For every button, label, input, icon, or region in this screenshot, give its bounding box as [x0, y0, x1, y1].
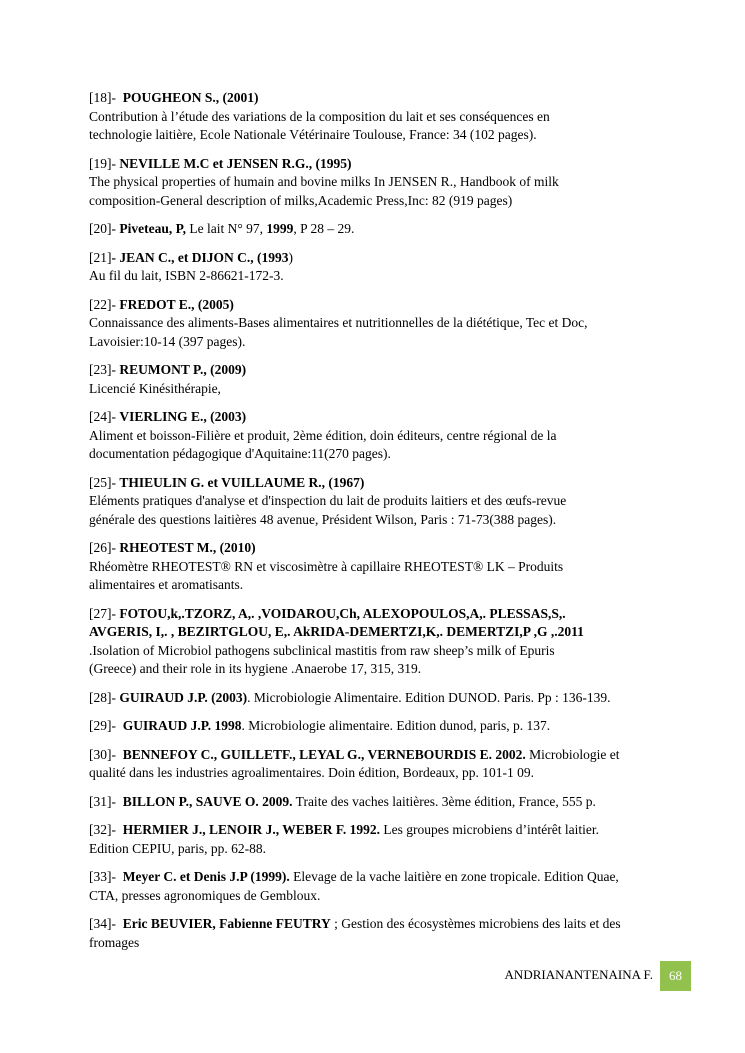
- reference-item: [89, 746, 689, 783]
- reference-line: Edition CEPIU, paris, pp. 62-88.: [89, 840, 266, 856]
- reference-text: ): [288, 249, 293, 265]
- reference-authors: GUIRAUD J.P. (2003): [119, 689, 248, 705]
- reference-id: [28]-: [89, 689, 116, 705]
- reference-item: [89, 689, 689, 708]
- reference-line: CTA, presses agronomiques de Gembloux.: [89, 887, 321, 903]
- reference-text: , P 28 – 29.: [293, 221, 355, 236]
- reference-id: [27]-: [89, 605, 116, 621]
- reference-id: [18]-: [89, 90, 116, 105]
- reference-line: Connaissance des aliments-Bases alimentaires et nutritionnelles de la diététique, Tec et Doc,: [89, 315, 588, 330]
- reference-id: [34]-: [89, 916, 116, 931]
- reference-authors: VIERLING E., (2003): [119, 409, 247, 424]
- reference-id: [23]-: [89, 362, 116, 377]
- reference-line: Licencié Kinésithérapie,: [89, 380, 221, 396]
- reference-authors: FOTOU,k,.TZORZ, A,. ,VOIDAROU,Ch, ALEXOPOULOS,A,. PLESSAS,S,.: [119, 605, 566, 621]
- reference-id: [33]-: [89, 869, 116, 884]
- reference-item: [89, 539, 689, 595]
- reference-text: Traite des vaches laitières. 3ème édition, France, 555 p.: [292, 793, 596, 809]
- reference-item: [89, 220, 689, 239]
- reference-item: [89, 793, 689, 812]
- reference-authors: NEVILLE M.C et JENSEN R.G., (1995): [119, 155, 352, 171]
- reference-line: technologie laitière, Ecole Nationale Vétérinaire Toulouse, France: 34 (102 pages).: [89, 127, 537, 142]
- reference-text: ; Gestion des écosystèmes microbiens des laits et des: [330, 916, 621, 931]
- reference-authors: BENNEFOY C., GUILLETF., LEYAL G., VERNEBOURDIS E. 2002.: [122, 746, 526, 762]
- reference-list: [89, 89, 689, 962]
- reference-line: .Isolation of Microbiol pathogens subclinical mastitis from raw sheep’s milk of Epuris: [89, 642, 555, 658]
- reference-text: Elevage de la vache laitière en zone tropicale. Edition Quae,: [289, 869, 619, 884]
- reference-id: [19]-: [89, 155, 116, 171]
- reference-authors: THIEULIN G. et VUILLAUME R., (1967): [119, 474, 365, 490]
- reference-line: Aliment et boisson-Filière et produit, 2ème édition, doin éditeurs, centre régional de la: [89, 427, 557, 443]
- reference-id: [24]-: [89, 409, 116, 424]
- reference-authors: AVGERIS, I,. , BEZIRTGLOU, E,. AkRIDA-DEMERTZI,K,. DEMERTZI,P ,G ,.2011: [89, 624, 584, 639]
- reference-line: générale des questions laitières 48 avenue, Président Wilson, Paris : 71-73(388 pages).: [89, 511, 557, 527]
- page-footer: [0, 961, 745, 991]
- reference-authors: REUMONT P., (2009): [119, 362, 247, 377]
- reference-text: . Microbiologie Alimentaire. Edition DUNOD. Paris. Pp : 136-139.: [247, 689, 611, 705]
- reference-item: [89, 605, 689, 679]
- reference-id: [22]-: [89, 296, 116, 312]
- reference-item: [89, 296, 689, 352]
- reference-item: [89, 249, 689, 286]
- reference-year: 1999: [266, 221, 294, 236]
- reference-item: [89, 717, 689, 736]
- reference-line: Rhéomètre RHEOTEST® RN et viscosimètre à capillaire RHEOTEST® LK – Produits: [89, 558, 564, 574]
- reference-item: [89, 89, 689, 145]
- reference-id: [26]-: [89, 540, 116, 555]
- reference-line: qualité dans les industries agroalimentaires. Doin édition, Bordeaux, pp. 101-1 09.: [89, 765, 535, 780]
- reference-line: Eléments pratiques d'analyse et d'inspection du lait de produits laitiers et des œufs-revue: [89, 493, 567, 508]
- reference-line: documentation pédagogique d'Aquitaine:11(270 pages).: [89, 446, 391, 461]
- reference-id: [30]-: [89, 746, 116, 762]
- reference-line: Lavoisier:10-14 (397 pages).: [89, 333, 246, 349]
- reference-line: composition-General description of milks,Academic Press,Inc: 82 (919 pages): [89, 192, 513, 208]
- reference-line: Contribution à l’étude des variations de la composition du lait et ses conséquences en: [89, 108, 550, 124]
- reference-line: (Greece) and their role in its hygiene .Anaerobe 17, 315, 319.: [89, 661, 422, 676]
- reference-item: [89, 408, 689, 464]
- reference-text: . Microbiologie alimentaire. Edition dunod, paris, p. 137.: [241, 718, 551, 733]
- reference-id: [29]-: [89, 718, 116, 733]
- reference-line: Au fil du lait, ISBN 2-86621-172-3.: [89, 268, 284, 283]
- reference-line: fromages: [89, 934, 140, 950]
- reference-authors: POUGHEON S., (2001): [122, 90, 259, 105]
- reference-item: [89, 868, 689, 905]
- reference-authors: HERMIER J., LENOIR J., WEBER F. 1992.: [122, 822, 381, 837]
- reference-item: [89, 361, 689, 398]
- reference-authors: RHEOTEST M., (2010): [119, 540, 256, 555]
- reference-item: [89, 915, 689, 952]
- reference-item: [89, 155, 689, 211]
- reference-authors: - JEAN C., et DIJON C., (1993: [111, 249, 289, 265]
- reference-line: The physical properties of humain and bovine milks In JENSEN R., Handbook of milk: [89, 174, 559, 189]
- reference-id: [31]-: [89, 793, 116, 809]
- footer-author: ANDRIANANTENAINA F.: [504, 967, 653, 982]
- reference-id: [20]-: [89, 221, 116, 236]
- reference-authors: Eric BEUVIER, Fabienne FEUTRY: [122, 916, 331, 931]
- reference-text: Les groupes microbiens d’intérêt laitier.: [380, 822, 599, 837]
- reference-text: Microbiologie et: [525, 746, 620, 762]
- reference-id: [32]-: [89, 822, 116, 837]
- reference-authors: Meyer C. et Denis J.P (1999).: [122, 869, 290, 884]
- page-number-badge: 68: [660, 961, 691, 991]
- reference-item: [89, 474, 689, 530]
- reference-authors: GUIRAUD J.P. 1998: [122, 718, 242, 733]
- reference-line: alimentaires et aromatisants.: [89, 577, 244, 592]
- reference-authors: BILLON P., SAUVE O. 2009.: [122, 793, 293, 809]
- reference-id: [21]: [89, 249, 112, 265]
- reference-item: [89, 821, 689, 858]
- reference-id: [25]-: [89, 474, 116, 490]
- reference-authors: FREDOT E., (2005): [119, 296, 234, 312]
- reference-text: Le lait N° 97,: [186, 221, 267, 236]
- reference-authors: Piveteau, P,: [119, 221, 186, 236]
